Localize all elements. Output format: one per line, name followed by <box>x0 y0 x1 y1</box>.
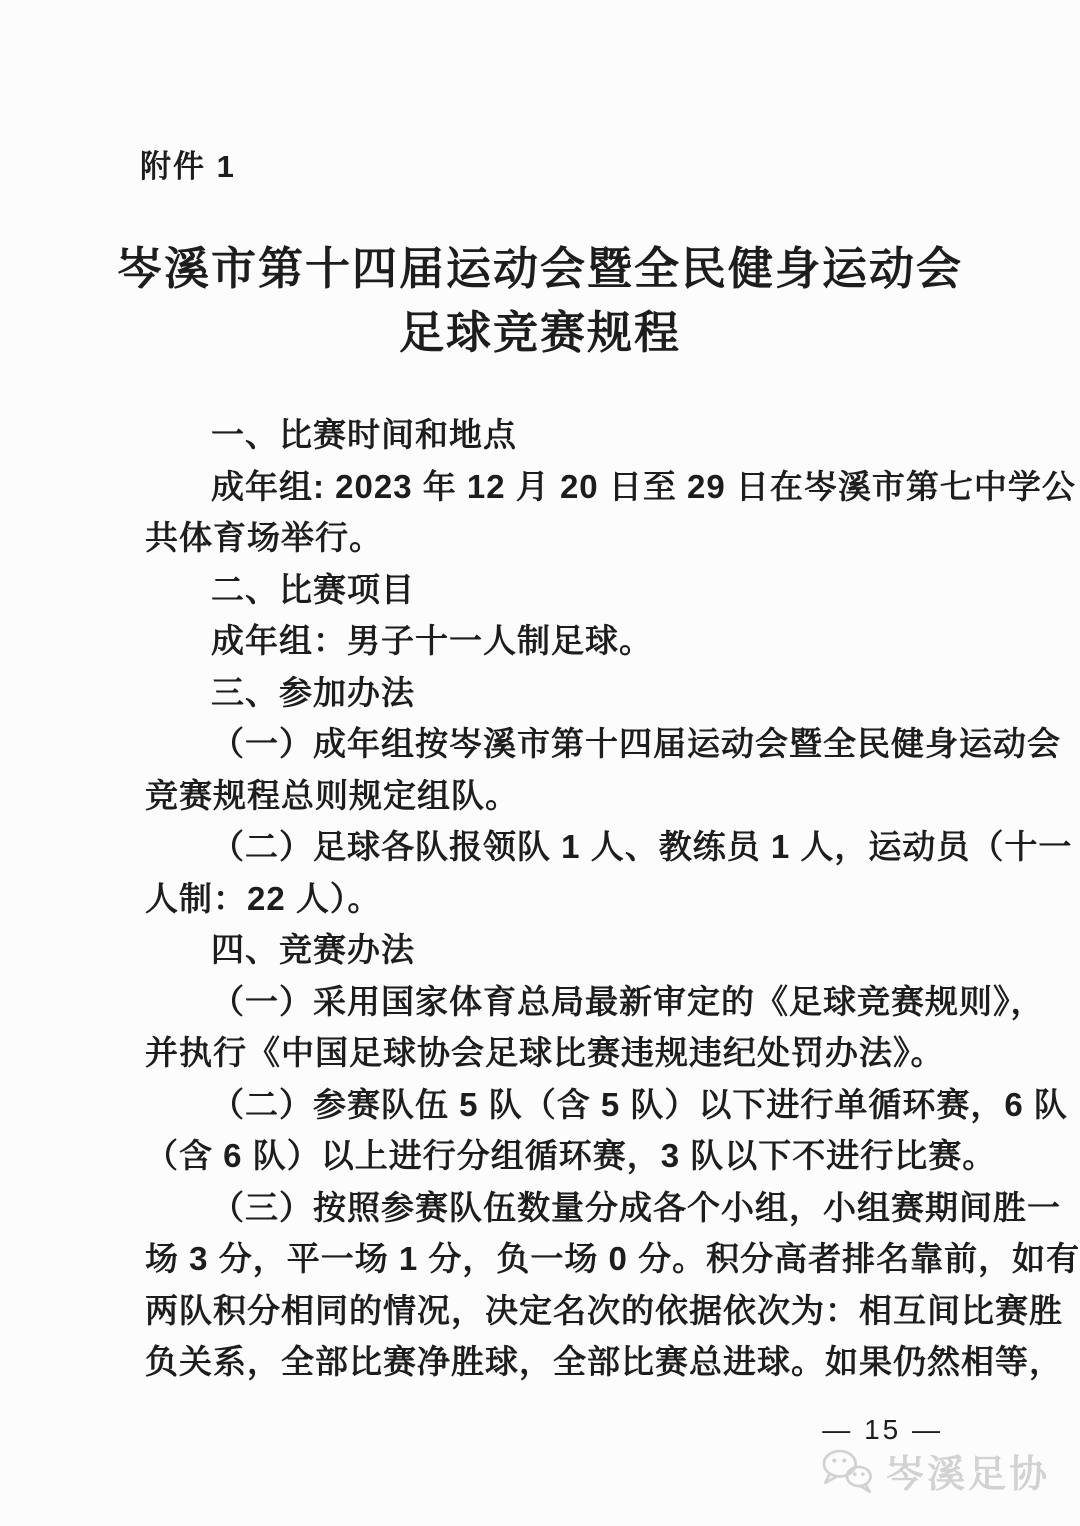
body-line: 负关系，全部比赛净胜球，全部比赛总进球。如果仍然相等， <box>145 1343 1063 1380</box>
body-line-section-2-heading: 二、比赛项目 <box>211 570 415 608</box>
body-line: 两队积分相同的情况，决定名次的依据依次为：相互间比赛胜 <box>145 1291 1063 1329</box>
title-line-2: 足球竞赛规程 <box>398 307 681 358</box>
body-line: 成年组: 2023 年 12 月 20 日至 29 日在岑溪市第七中学公 <box>211 467 1076 505</box>
body-line-section-1-heading: 一、比赛时间和地点 <box>211 416 517 453</box>
body-line: （三）按照参赛队伍数量分成各个小组，小组赛期间胜一 <box>211 1188 1061 1226</box>
body-line: 共体育场举行。 <box>145 519 383 556</box>
page-title <box>0 237 1080 365</box>
body-line: （一）采用国家体育总局最新审定的《足球竞赛规则》， <box>211 982 1045 1020</box>
body-line: 并执行《中国足球协会足球比赛违规违纪处罚办法》。 <box>145 1034 945 1071</box>
body-line-section-4-heading: 四、竞赛办法 <box>211 931 415 968</box>
watermark-label: 岑溪足协 <box>885 1454 1050 1496</box>
page-number: — 15 — <box>822 1414 943 1445</box>
watermark <box>818 1443 1050 1498</box>
body-line: （二）参赛队伍 5 队（含 5 队）以下进行单循环赛，6 队 <box>211 1085 1068 1123</box>
body-line: 场 3 分，平一场 1 分，负一场 0 分。积分高者排名靠前，如有 <box>145 1240 1080 1277</box>
body-line: （一）成年组按岑溪市第十四届运动会暨全民健身运动会 <box>211 725 1061 762</box>
body-line: 竞赛规程总则规定组队。 <box>145 776 519 814</box>
wechat-icon <box>818 1447 876 1495</box>
body-line: 成年组：男子十一人制足球。 <box>211 622 653 659</box>
document-body <box>145 409 1080 1388</box>
body-line: （含 6 队）以上进行分组循环赛，3 队以下不进行比赛。 <box>145 1137 997 1174</box>
body-line-section-3-heading: 三、参加办法 <box>211 673 415 711</box>
attachment-label: 附件 1 <box>140 149 236 184</box>
body-line: （二）足球各队报领队 1 人、教练员 1 人，运动员（十一 <box>211 828 1073 865</box>
body-line: 人制：22 人）。 <box>145 879 382 917</box>
title-line-1: 岑溪市第十四届运动会暨全民健身运动会 <box>116 243 963 294</box>
